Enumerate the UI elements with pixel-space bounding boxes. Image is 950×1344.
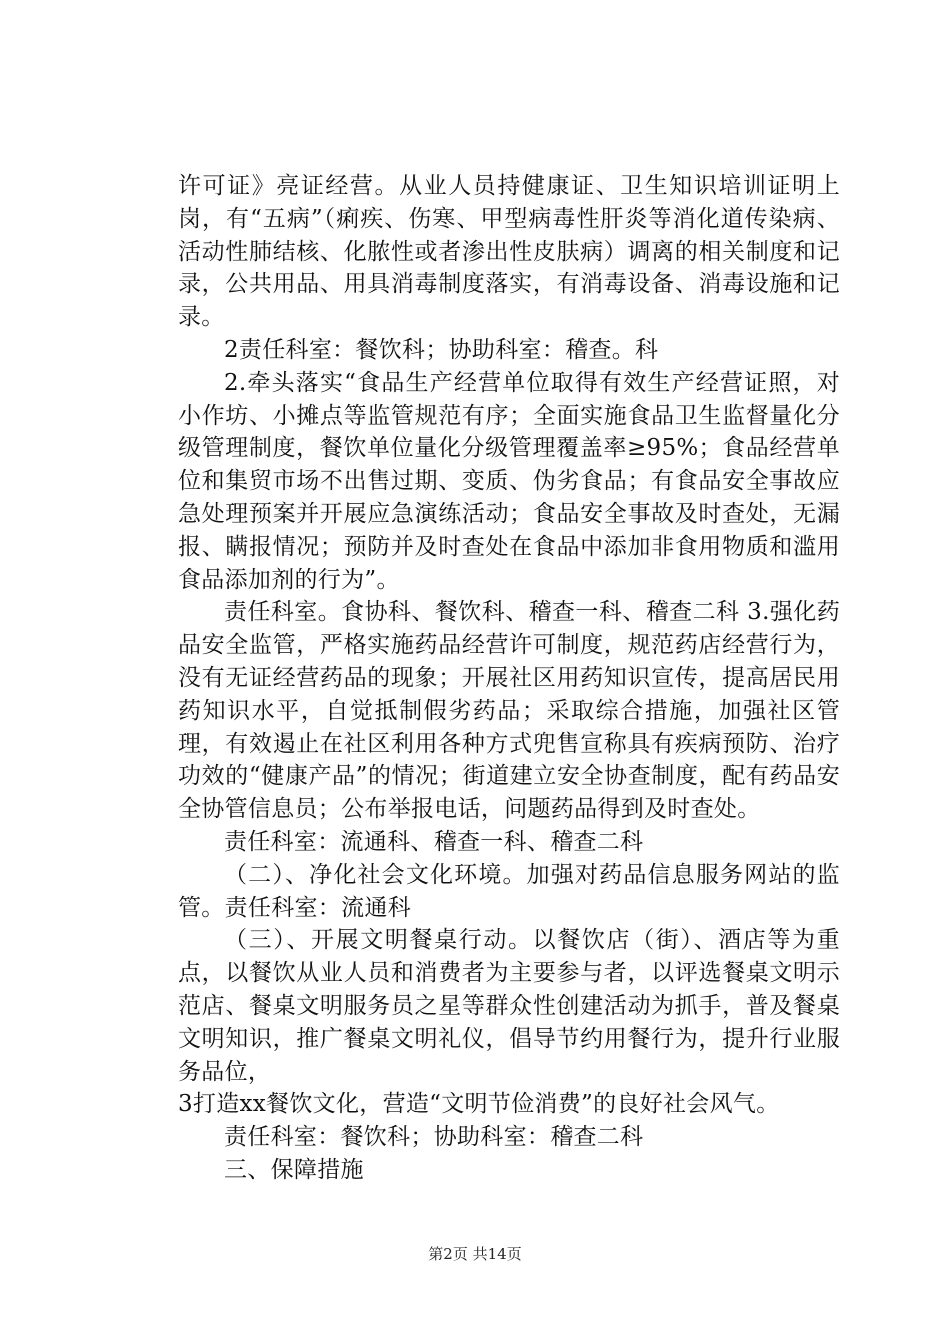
paragraph-catering-culture: 3打造xx餐饮文化，营造“文明节俭消费”的良好社会风气。: [178, 1091, 780, 1118]
paragraph-cultural-environment: （二）、净化社会文化环境。加强对药品信息服务网站的监管。责任科室：流通科: [178, 861, 840, 921]
section-heading-safeguards: 三、保障措施: [224, 1156, 364, 1183]
document-body: [178, 170, 840, 1187]
paragraph-license-continuation: 许可证》亮证经营。从业人员持健康证、卫生知识培训证明上岗，有“五病”（痢疾、伤寒、甲型病毒性肝炎等消化道传染病、活动性肺结核、化脓性或者渗出性皮肤病）调离的相关制度和记录，公共用品、用具消毒制度落实，有消毒设备、消毒设施和记录。: [178, 173, 840, 331]
paragraph-civilized-dining: （三）、开展文明餐桌行动。以餐饮店（街）、酒店等为重点，以餐饮从业人员和消费者为主要参与者，以评选餐桌文明示范店、餐桌文明服务员之星等群众性创建活动为抓手，普及餐桌文明知识，推广餐桌文明礼仪，倡导节约用餐行为，提升行业服务品位，: [178, 927, 840, 1085]
paragraph-drug-safety: 责任科室。食协科、餐饮科、稽查一科、稽查二科 3.强化药品安全监管，严格实施药品经营许可制度，规范药店经营行为，没有无证经营药品的现象；开展社区用药知识宣传，提高居民用药知识水平，自觉抵制假劣药品；采取综合措施，加强社区管理，有效遏止在社区利用各种方式兜售宣称具有疾病预防、治疗功效的“健康产品”的情况；街道建立安全协查制度，配有药品安全协管信息员；公布举报电话，问题药品得到及时查处。: [178, 599, 840, 823]
page-footer: 第2页 共14页: [428, 1245, 522, 1263]
paragraph-responsible-office-circulation: 责任科室：流通科、稽查一科、稽查二科: [224, 828, 644, 855]
paragraph-food-safety-lead: 2.牵头落实“食品生产经营单位取得有效生产经营证照，对小作坊、小摊点等监管规范有序；全面实施食品卫生监督量化分级管理制度，餐饮单位量化分级管理覆盖率≥95%；食品经营单位和集贸市场不出售过期、变质、伪劣食品；有食品安全事故应急处理预案并开展应急演练活动；食品安全事故及时查处，无漏报、瞒报情况；预防并及时查处在食品中添加非食用物质和滥用食品添加剂的行为”。: [178, 369, 840, 593]
paragraph-responsible-office-catering: 2责任科室：餐饮科；协助科室：稽查。科: [224, 336, 659, 363]
paragraph-responsible-office-inspection: 责任科室：餐饮科；协助科室：稽查二科: [224, 1124, 644, 1151]
